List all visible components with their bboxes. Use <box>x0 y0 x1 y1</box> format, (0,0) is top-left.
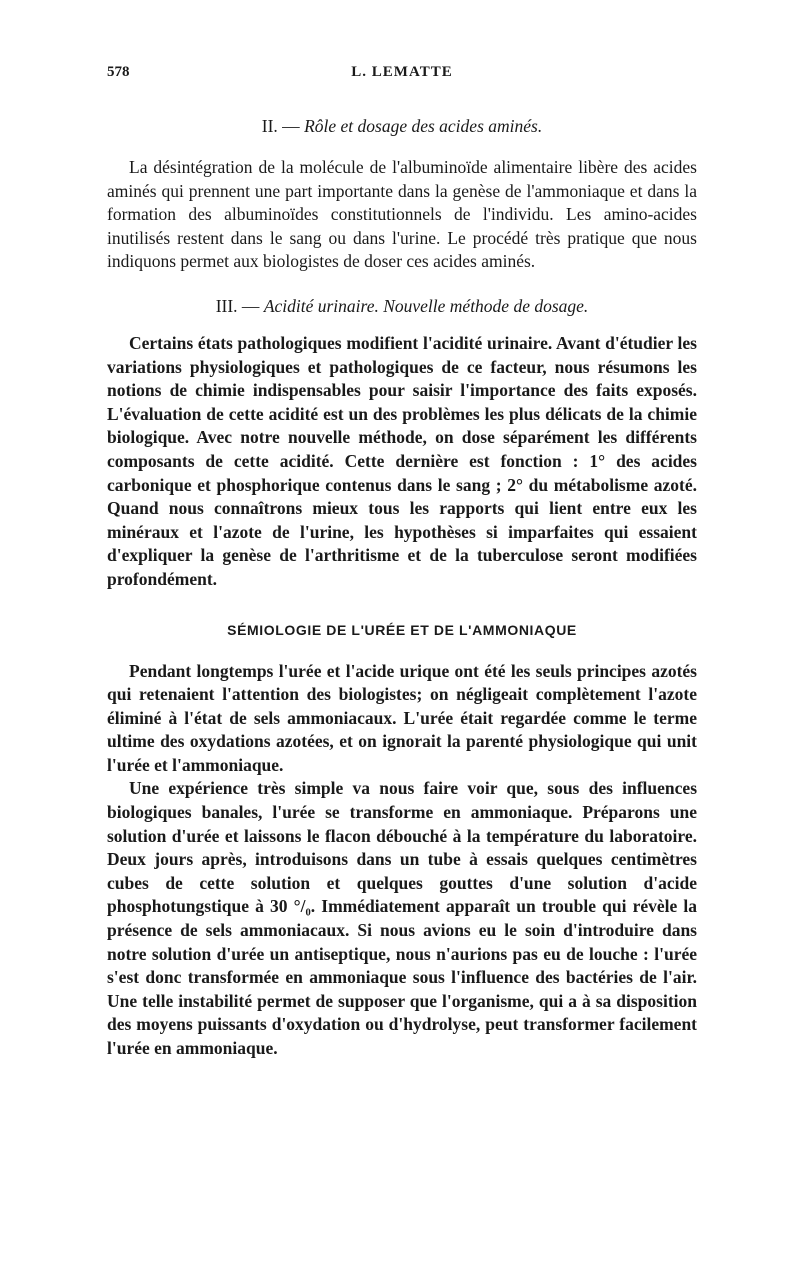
section-title: Acidité urinaire. Nouvelle méthode de dosage. <box>263 295 589 316</box>
section-number: II. — <box>261 116 300 136</box>
page-number: 578 <box>107 64 130 80</box>
paragraph-urea-history: Pendant longtemps l'urée et l'acide urique ont été les seuls principes azotés qui retenaient l'attention des biologistes; on négligeait complètement l'azote éliminé à l'état de sels ammoniacaux. L'urée était regardée comme le terme ultime des oxydations azotées, et on ignorait la parenté physiologique qui unit l'urée et l'ammoniaque. <box>107 660 697 775</box>
running-head <box>107 64 697 88</box>
section-number: III. — <box>215 295 260 316</box>
paragraph-urinary-acidity: Certains états pathologiques modifient l'acidité urinaire. Avant d'étudier les variations physiologiques et pathologiques de ce facteur, nous résumons les notions de chimie indispensables pour saisir l'importance des faits exposés. L'évaluation de cette acidité est un des problèmes les plus délicats de la chimie biologique. Avec notre nouvelle méthode, on dose séparément les différents composants de cette acidité. Cette dernière est fonction : 1° des acides carbonique et phosphorique contenus dans le sang ; 2° du métabolisme azoté. Quand nous connaîtrons mieux tous les rapports qui lient entre eux les minéraux et l'azote de l'urine, les hypothèses si imparfaites qui essaient d'expliquer la genèse de l'arthritisme et de la tuberculose seront modifiées profondément. <box>107 332 697 589</box>
page-content <box>107 114 697 1061</box>
section-title: Rôle et dosage des acides aminés. <box>304 116 543 136</box>
paragraph-amino-acids: La désintégration de la molécule de l'albuminoïde alimentaire libère des acides aminés qui prennent une part importante dans la genèse de l'ammoniaque et dans la formation des albuminoïdes constitutionnels de l'individu. Les amino-acides inutilisés restent dans le sang ou dans l'urine. Le procédé très pratique que nous indiquons permet aux biologistes de doser ces acides aminés. <box>107 157 697 272</box>
paragraph-urea-experiment: Une expérience très simple va nous faire voir que, sous des influences biologiques banales, l'urée se transforme en ammoniaque. Préparons une solution d'urée et laissons le flacon débouché à la température du laboratoire. Deux jours après, introduisons dans un tube à essais quelques centimètres cubes de cette solution et quelques gouttes d'une solution d'acide phosphotungstique à 30 °/₀. Immédiatement apparaît un trouble qui révèle la présence de sels ammoniacaux. Si nous avions eu le soin d'introduire dans notre solution d'urée un antiseptique, nous n'aurions pas eu de louche : l'urée s'est donc transformée en ammoniaque sous l'influence des bactéries de l'air. Une telle instabilité permet de supposer que l'organisme, qui a à sa disposition des moyens puissants d'oxydation ou d'hydrolyse, peut transformer facilement l'urée en ammoniaque. <box>107 778 697 1058</box>
section-heading-iii <box>107 294 697 318</box>
running-title: L. LEMATTE <box>351 64 453 80</box>
semiology-heading: SÉMIOLOGIE DE L'URÉE ET DE L'AMMONIAQUE <box>227 621 577 638</box>
section-heading-ii <box>107 114 697 138</box>
